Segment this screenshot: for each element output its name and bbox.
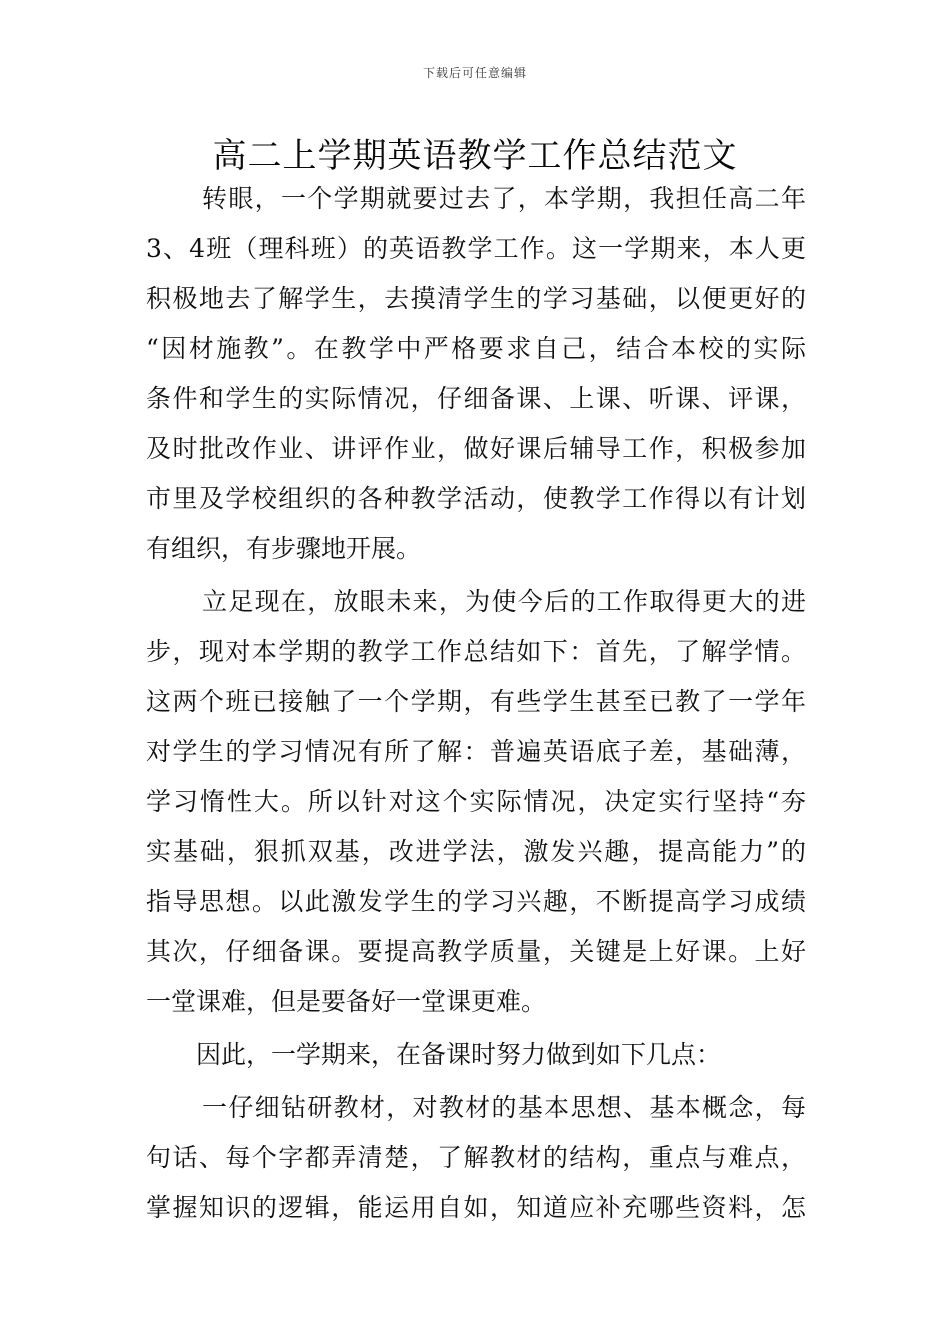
text-line: 这两个班已接触了一个学期，有些学生甚至已教了一学年: [146, 687, 806, 716]
text-line: 学习惰性大。所以针对这个实际情况，决定实行坚持“夯: [146, 787, 806, 816]
text-line: 立足现在，放眼未来，为使今后的工作取得更大的进: [202, 587, 806, 616]
text-line: 因此，一学期来，在备课时努力做到如下几点：: [196, 1040, 722, 1069]
text-line: “因材施教”。在教学中严格要求自己，结合本校的实际: [146, 334, 806, 363]
text-line: 掌握知识的逻辑，能运用自如，知道应补充哪些资料，怎: [146, 1193, 806, 1222]
text-line: 转眼，一个学期就要过去了，本学期，我担任高二年: [202, 184, 806, 213]
document-body: [146, 174, 806, 1233]
document-title: 高二上学期英语教学工作总结范文: [212, 136, 738, 176]
paragraph: [146, 1030, 806, 1080]
paragraph: [146, 577, 806, 1027]
text-line: 有组织，有步骤地开展。: [146, 534, 422, 563]
paragraph: [146, 174, 806, 574]
text-line: 步，现对本学期的教学工作总结如下：首先，了解学情。: [146, 637, 806, 666]
paragraph: [146, 1083, 806, 1233]
text-line: 及时批改作业、讲评作业，做好课后辅导工作，积极参加: [146, 434, 806, 463]
text-line: 积极地去了解学生，去摸清学生的学习基础，以便更好的: [146, 284, 806, 313]
text-line: 其次，仔细备课。要提高教学质量，关键是上好课。上好: [146, 937, 806, 966]
text-line: 对学生的学习情况有所了解：普遍英语底子差，基础薄，: [146, 737, 806, 766]
text-line: 实基础，狠抓双基，改进学法，激发兴趣，提高能力”的: [146, 837, 806, 866]
text-line: 句话、每个字都弄清楚，了解教材的结构，重点与难点，: [146, 1143, 806, 1172]
text-line: 条件和学生的实际情况，仔细备课、上课、听课、评课，: [146, 384, 806, 413]
header-note: 下载后可任意编辑: [422, 66, 527, 80]
text-line: 一仔细钻研教材，对教材的基本思想、基本概念，每: [202, 1093, 806, 1122]
text-line: 指导思想。以此激发学生的学习兴趣，不断提高学习成绩: [146, 887, 806, 916]
text-line: 3、4班（理科班）的英语教学工作。这一学期来，本人更: [146, 234, 806, 263]
text-line: 市里及学校组织的各种教学活动，使教学工作得以有计划: [146, 484, 806, 513]
text-line: 一堂课难，但是要备好一堂课更难。: [146, 987, 547, 1016]
